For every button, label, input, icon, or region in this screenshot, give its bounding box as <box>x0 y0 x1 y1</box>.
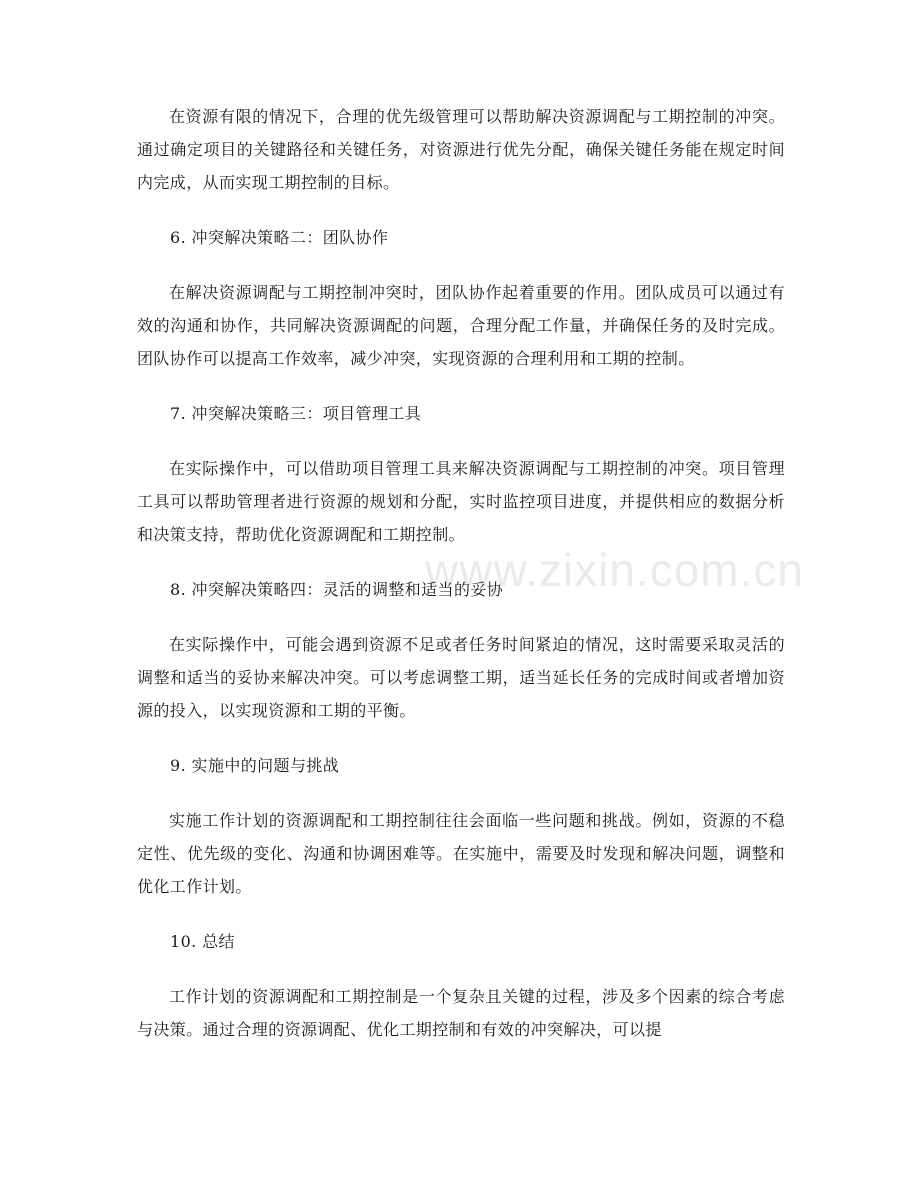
paragraph-implementation-challenges: 实施工作计划的资源调配和工期控制往往会面临一些问题和挑战。例如，资源的不稳定性、优先级的变化、沟通和协调困难等。在实施中，需要及时发现和解决问题，调整和优化工作计划。 <box>137 811 785 896</box>
section-heading-7: 7. 冲突解决策略三：项目管理工具 <box>170 404 422 423</box>
document-body <box>137 100 785 1068</box>
paragraph-summary: 工作计划的资源调配和工期控制是一个复杂且关键的过程，涉及多个因素的综合考虑与决策。通过合理的资源调配、优化工期控制和有效的冲突解决，可以提 <box>137 987 785 1039</box>
section-heading-9: 9. 实施中的问题与挑战 <box>170 756 340 775</box>
paragraph-project-tools: 在实际操作中，可以借助项目管理工具来解决资源调配与工期控制的冲突。项目管理工具可以帮助管理者进行资源的规划和分配，实时监控项目进度，并提供相应的数据分析和决策支持，帮助优化资源调配和工期控制。 <box>137 459 785 544</box>
section-heading-8: 8. 冲突解决策略四：灵活的调整和适当的妥协 <box>170 580 504 599</box>
section-heading-6: 6. 冲突解决策略二：团队协作 <box>170 228 389 247</box>
watermark: www.zixin.com.cn <box>425 544 804 596</box>
paragraph-flexible-adjustment: 在实际操作中，可能会遇到资源不足或者任务时间紧迫的情况，这时需要采取灵活的调整和适当的妥协来解决冲突。可以考虑调整工期，适当延长任务的完成时间或者增加资源的投入，以实现资源和工期的平衡。 <box>137 635 785 720</box>
paragraph-team-collaboration: 在解决资源调配与工期控制冲突时，团队协作起着重要的作用。团队成员可以通过有效的沟通和协作，共同解决资源调配的问题，合理分配工作量，并确保任务的及时完成。团队协作可以提高工作效率，减少冲突，实现资源的合理利用和工期的控制。 <box>137 283 785 368</box>
section-heading-10: 10. 总结 <box>170 932 235 951</box>
paragraph-priority-management: 在资源有限的情况下，合理的优先级管理可以帮助解决资源调配与工期控制的冲突。通过确定项目的关键路径和关键任务，对资源进行优先分配，确保关键任务能在规定时间内完成，从而实现工期控制的目标。 <box>137 107 785 192</box>
